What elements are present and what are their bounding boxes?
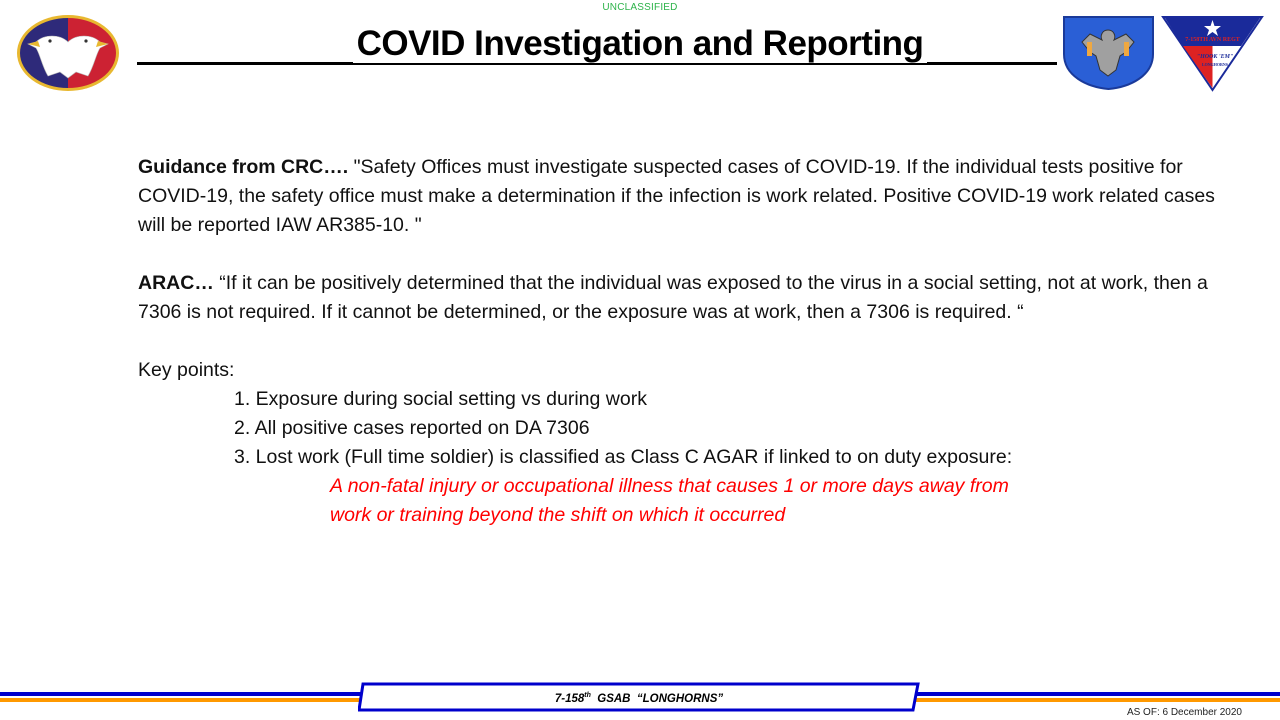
eagle-emblem-logo xyxy=(16,14,120,92)
slide-body xyxy=(138,153,1218,530)
eagle-shield-logo xyxy=(1060,14,1157,90)
arac-label: ARAC… xyxy=(138,272,214,294)
unit-designation: GSAB “LONGHORNS” xyxy=(590,692,724,705)
key-point-item: 3. Lost work (Full time soldier) is classified as Class C AGAR if linked to on duty exposure: xyxy=(234,446,1013,468)
unit-number: 7-158 xyxy=(554,692,585,705)
class-c-definition: A non-fatal injury or occupational illness that causes 1 or more days away from work or training beyond the shift on which it occurred xyxy=(330,475,1009,526)
guidance-label: Guidance from CRC…. xyxy=(138,156,349,178)
svg-text:7-158TH AVN REGT: 7-158TH AVN REGT xyxy=(1185,37,1240,43)
svg-text:LONGHORNS: LONGHORNS xyxy=(1201,62,1229,67)
arac-paragraph xyxy=(138,269,1218,327)
key-point-item: 1. Exposure during social setting vs during work xyxy=(234,388,647,410)
guidance-paragraph xyxy=(138,153,1218,240)
key-points-heading: Key points: xyxy=(138,359,235,381)
longhorns-triangle-logo xyxy=(1161,14,1264,92)
classification-marking: UNCLASSIFIED xyxy=(602,2,678,13)
svg-text:"HOOK 'EM": "HOOK 'EM" xyxy=(1196,54,1234,60)
arac-text: “If it can be positively determined that the individual was exposed to the virus in a social setting, not at work, then a 7306 is not required. If it cannot be determined, or the exposure was at work, then a 7306 is required. “ xyxy=(138,272,1208,323)
key-point-item: 2. All positive cases reported on DA 7306 xyxy=(234,417,590,439)
unit-ordinal: th xyxy=(584,692,591,699)
unit-name xyxy=(358,686,920,709)
as-of-date: AS OF: 6 December 2020 xyxy=(1126,707,1242,718)
guidance-text: "Safety Offices must investigate suspected cases of COVID-19. If the individual tests positive for COVID-19, the safety office must make a determination if the infection is work related. Positive COVID-19 work related cases will be reported IAW AR385-10. " xyxy=(138,156,1215,236)
page-title-text: COVID Investigation and Reporting xyxy=(353,24,928,63)
key-points-list xyxy=(138,385,1218,472)
